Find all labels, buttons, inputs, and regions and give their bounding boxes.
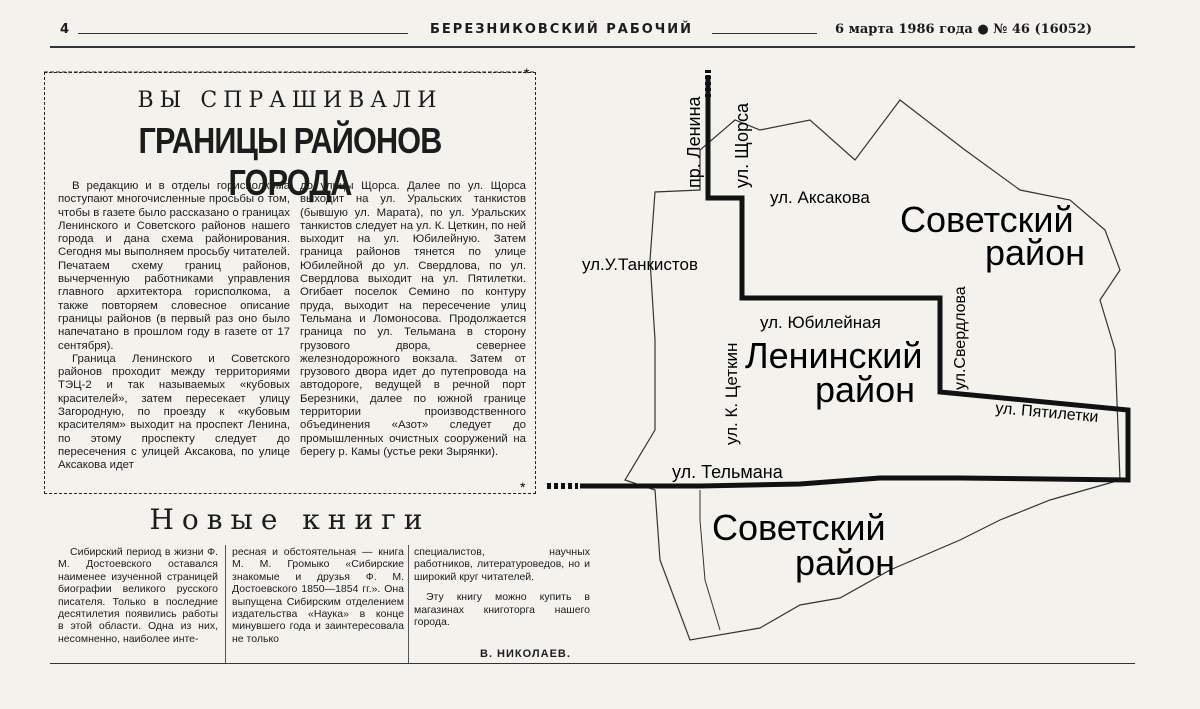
boundary-star-top: *: [524, 65, 530, 81]
article-paragraph: до улицы Щорса. Далее по ул. Щорса выходит на ул. Уральских танкистов (бывшую ул. Марата), по ул. Уральских танкистов следует на ул. К. Цеткин, по ней выходит на ул. Юбилейную. Затем граница районов тянется по улице Юбилейной до ул. Свердлова, по ул. Свердлова выходит на ул. Пятилетки. Огибает поселок Семино по контуру пруда, выходит на пересечение улиц Тельмана и Ломоносова. Продолжается граница по ул. Тельмана в сторону грузового двора, севернее железнодорожного вокзала. Затем от грузового двора идет до путепровода на автодороге, ведущей в речной порт Березники, далее по южной границе территории производственного объединения «Азот» следует до промышленных очистных сооружений на берегу р. Камы (устье реки Зырянки).: [300, 180, 526, 458]
article-paragraph: В редакцию и в отделы горисполкома поступают многочисленные просьбы о том, чтобы в газете было рассказано о границах Ленинского и Советского районов нашего города и дана схема районирования. Сегодня мы выполняем просьбу читателей. Печатаем схему границ районов, вычерченную работниками управления главного архитектора горисполкома, а также повторяем словесное описание границы районов (в первый раз оно было напечатано в прошлом году в газете от 17 сентября).: [58, 180, 290, 352]
books-paragraph: Эту книгу можно купить в магазинах книготорга нашего города.: [414, 591, 590, 629]
street-lenina: пр. Ленина: [684, 96, 704, 188]
street-k-tsetkin: ул. К. Цеткин: [722, 342, 741, 445]
article-column-2: [300, 180, 526, 459]
street-aksakova: ул. Аксакова: [770, 188, 870, 207]
books-paragraph: Сибирский период в жизни Ф. М. Достоевского оставался наименее изученной страницей биографии великого русского писателя. Только в последние десятилетия появились работы в этой области. Одна из них, несомненно, наиболее инте-: [58, 546, 218, 645]
bottom-rule: [50, 663, 1135, 664]
books-paragraph: ресная и обстоятельная — книга М. М. Громыко «Сибирские знакомые и друзья Ф. М. Достоевского 1850—1854 гг.». Она выпущена Сибирским отделением издательства «Наука» в конце минувшего года и заинтересовала не только: [232, 546, 404, 645]
boundary-star-bottom: *: [520, 479, 526, 495]
street-sverdlova: ул.Свердлова: [952, 286, 969, 390]
books-paragraph: специалистов, научных работников, литературоведов, но и широкий круг читателей.: [414, 546, 590, 583]
street-shchorsa: ул. Щорса: [732, 102, 752, 188]
district-sovetsky-bottom-2: район: [795, 542, 896, 583]
district-leninsky-2: район: [815, 369, 916, 410]
district-sovetsky-top-2: район: [985, 232, 1086, 273]
article-kicker: ВЫ СПРАШИВАЛИ: [137, 88, 443, 113]
district-sovetsky-top-1: Советский: [900, 199, 1074, 240]
books-column-divider-1: [225, 545, 226, 663]
books-column-divider-2: [408, 545, 409, 663]
district-sovetsky-bottom-1: Советский: [712, 507, 886, 548]
books-title: Новые книги: [149, 503, 431, 536]
page-number: 4: [60, 22, 70, 37]
books-author: В. НИКОЛАЕВ.: [480, 648, 571, 660]
issue-info: 6 марта 1986 года ● № 46 (16052): [835, 22, 1093, 37]
masthead-rule-right: [712, 33, 817, 34]
street-u-tankistov: ул.У.Танкистов: [582, 255, 699, 274]
paper-name: БЕРЕЗНИКОВСКИЙ РАБОЧИЙ: [430, 22, 694, 37]
district-leninsky-1: Ленинский: [745, 335, 923, 376]
article-paragraph: Граница Ленинского и Советского районов проходит между территориями ТЭЦ-2 и так называемых «кубовых красителей», затем пересекает улицу Загородную, по проезду к «кубовым красителям» выходит на проспект Ленина, по этому проспекту следует до пересечения с улицей Аксакова, по улице Аксакова идет: [58, 352, 290, 472]
street-telmana: ул. Тельмана: [672, 462, 783, 482]
books-column-2: [232, 546, 404, 645]
masthead-underline: [50, 46, 1135, 48]
books-column-1: [58, 546, 218, 645]
district-boundary: [580, 75, 1128, 486]
masthead-rule-left: [78, 33, 408, 34]
street-pyatiletki: ул. Пятилетки: [994, 400, 1100, 426]
article-column-1: [58, 180, 290, 473]
street-yubileynaya: ул. Юбилейная: [760, 313, 881, 332]
article-headline: ГРАНИЦЫ РАЙОНОВ ГОРОДА: [138, 120, 442, 203]
